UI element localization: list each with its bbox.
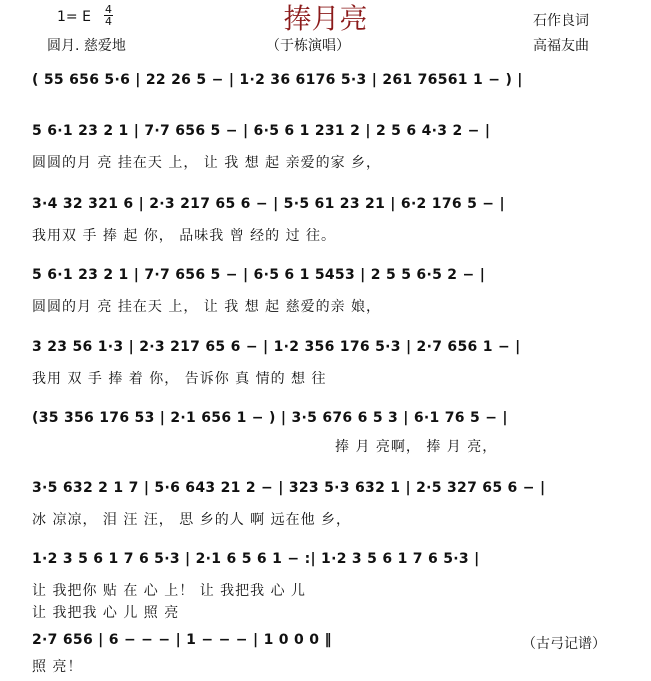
notation-line-8: 1·2 3 5 6 1 7 6 5·3 | 2·1 6 5 6 1 − :| 1·2 3 5 6 1 7 6 5·3 | [32, 551, 480, 567]
notation-line-2: 5 6·1 23 2 1 | 7·7 656 5 − | 6·5 6 1 231 2 | 2 5 6 4·3 2 − | [32, 123, 491, 139]
song-title: 捧月亮 [283, 2, 368, 35]
lyric-line-4: 圆圆的月 亮 挂在天 上， 让 我 想 起 慈爱的亲 娘， [32, 299, 382, 315]
notation-line-4: 5 6·1 23 2 1 | 7·7 656 5 − | 6·5 6 1 5453 | 2 5 5 6·5 2 − | [32, 267, 486, 283]
notation-line-6: (35 356 176 53 | 2·1 656 1 − ) | 3·5 676 6 5 3 | 6·1 76 5 − | [32, 410, 508, 426]
lyric-line-9: 照 亮！ [32, 659, 83, 675]
time-signature-top: 4 [105, 3, 112, 16]
lyric-line-3: 我用双 手 捧 起 你， 品味我 曾 经的 过 往。 [32, 228, 337, 244]
notation-credit: （古弓记谱） [522, 636, 606, 652]
lyricist: 石作良词 [533, 13, 589, 29]
lyric-line-5: 我用 双 手 捧 着 你， 告诉你 真 情的 想 往 [32, 371, 327, 387]
notation-line-9: 2·7 656 | 6 − − − | 1 − − − | 1 0 0 0 ‖ [32, 632, 332, 648]
notation-line-7: 3·5 632 2 1 7 | 5·6 643 21 2 − | 323 5·3 632 1 | 2·5 327 65 6 − | [32, 480, 546, 496]
lyric-line-8b: 让 我把我 心 儿 照 亮 [32, 605, 180, 621]
lyric-line-8: 让 我把你 贴 在 心 上！ 让 我把我 心 儿 [32, 583, 307, 599]
time-signature [104, 4, 113, 27]
lyric-line-6: 捧 月 亮啊， 捧 月 亮， [335, 439, 498, 455]
lyric-line-7: 冰 凉凉， 泪 汪 汪， 思 乡的人 啊 远在他 乡， [32, 512, 352, 528]
time-signature-bottom: 4 [105, 15, 112, 28]
notation-line-3: 3·4 32 321 6 | 2·3 217 65 6 − | 5·5 61 23 21 | 6·2 176 5 − | [32, 196, 505, 212]
singer: （于栋演唱） [266, 38, 350, 54]
album-line: 圆月. 慈爱地 [47, 38, 126, 54]
composer: 高福友曲 [533, 38, 589, 54]
notation-line-5: 3 23 56 1·3 | 2·3 217 65 6 − | 1·2 356 176 5·3 | 2·7 656 1 − | [32, 339, 521, 355]
notation-line-1: ( 55 656 5·6 | 22 26 5 − | 1·2 36 6176 5·3 | 261 76561 1 − ) | [32, 72, 523, 88]
lyric-line-2: 圆圆的月 亮 挂在天 上， 让 我 想 起 亲爱的家 乡， [32, 155, 382, 171]
key-signature: 1= E [57, 9, 91, 25]
